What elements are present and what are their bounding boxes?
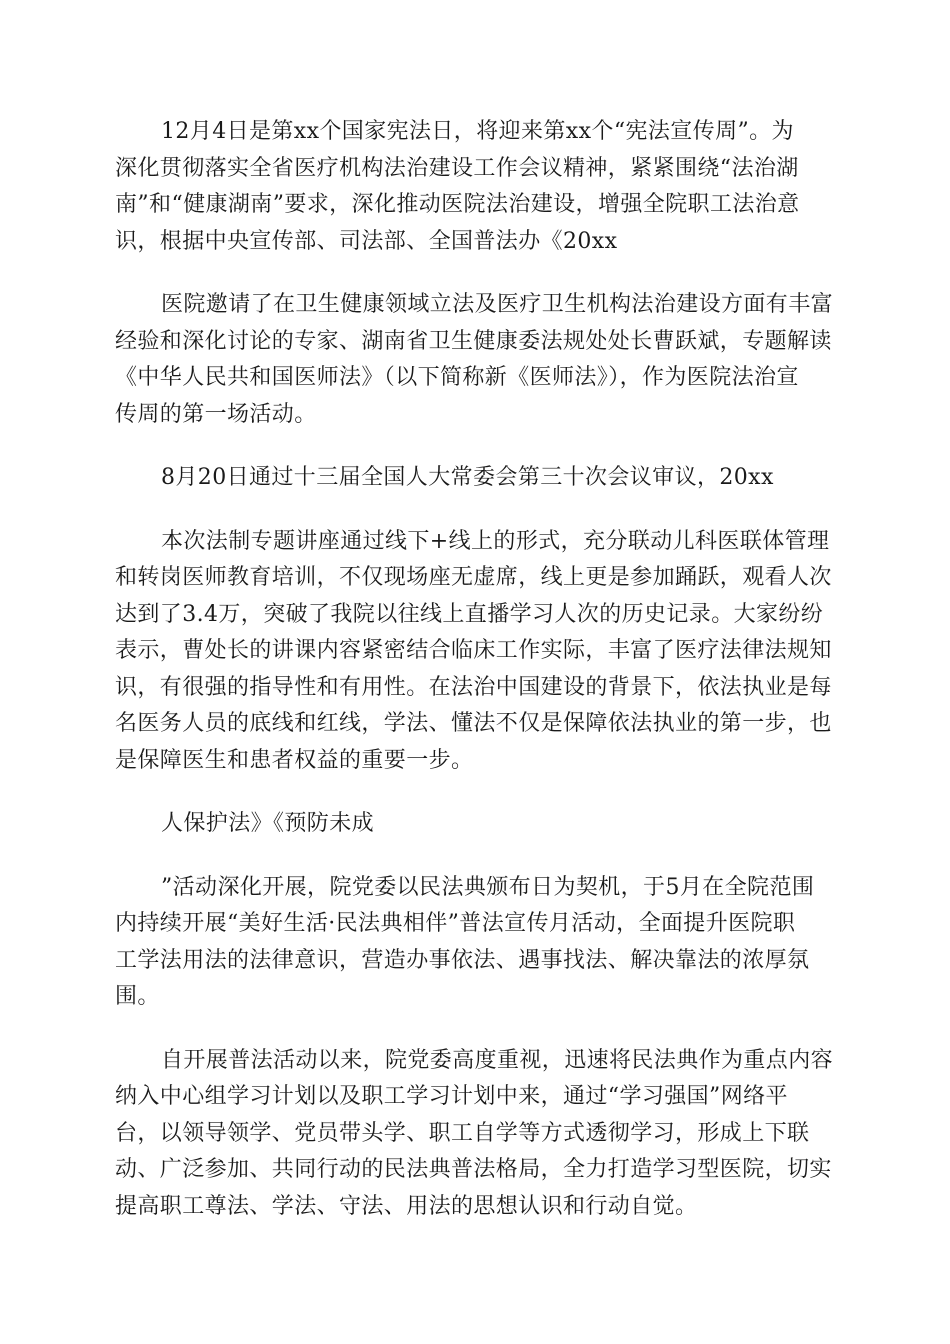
paragraph-line: 工学法用法的法律意识，营造办事依法、遇事找法、解决靠法的浓厚氛 — [115, 947, 810, 973]
paragraph-line: 是保障医生和患者权益的重要一步。 — [115, 747, 474, 773]
paragraph-line: 自开展普法活动以来，院党委高度重视，迅速将民法典作为重点内容 — [161, 1047, 834, 1073]
paragraph-line: 提高职工尊法、学法、守法、用法的思想认识和行动自觉。 — [115, 1193, 698, 1219]
paragraph-line: 围。 — [115, 984, 160, 1009]
document-body — [115, 114, 835, 1252]
paragraph-lecture-format — [115, 524, 835, 780]
paragraph-line: 深化贯彻落实全省医疗机构法治建设工作会议精神，紧紧围绕“法治湖 — [115, 155, 799, 181]
paragraph-line: ”活动深化开展，院党委以民法典颁布日为契机，于5月在全院范围 — [161, 874, 815, 900]
paragraph-line: 8月20日通过十三届全国人大常委会第三十次会议审议，20xx — [161, 465, 774, 490]
paragraph-protection-law — [115, 806, 835, 843]
paragraph-line: 纳入中心组学习计划以及职工学习计划中来，通过“学习强国”网络平 — [115, 1084, 788, 1109]
paragraph-line: 和转岗医师教育培训，不仅现场座无虚席，线上更是参加踊跃，观看人次 — [115, 565, 832, 590]
paragraph-line: 台，以领导领学、党员带头学、职工自学等方式透彻学习，形成上下联 — [115, 1120, 810, 1146]
paragraph-study-plan — [115, 1043, 835, 1226]
paragraph-line: 识，根据中央宣传部、司法部、全国普法办《20xx — [115, 228, 618, 254]
paragraph-line: 12月4日是第xx个国家宪法日，将迎来第xx个“宪法宣传周”。为 — [161, 119, 794, 144]
paragraph-line: 南”和“健康湖南”要求，深化推动医院法治建设，增强全院职工法治意 — [115, 192, 800, 217]
paragraph-line: 动、广泛参加、共同行动的民法典普法格局，全力打造学习型医院，切实 — [115, 1157, 832, 1182]
paragraph-expert-lecture — [115, 287, 835, 433]
paragraph-line: 内持续开展“美好生活·民法典相伴”普法宣传月活动，全面提升医院职 — [115, 911, 796, 936]
paragraph-line: 经验和深化讨论的专家、湖南省卫生健康委法规处处长曹跃斌，专题解读 — [115, 328, 832, 354]
paragraph-line: 表示，曹处长的讲课内容紧密结合临床工作实际，丰富了医疗法律法规知 — [115, 638, 832, 663]
paragraph-line: 达到了3.4万，突破了我院以往线上直播学习人次的历史记录。大家纷纷 — [115, 601, 824, 627]
paragraph-line: 医院邀请了在卫生健康领域立法及医疗卫生机构法治建设方面有丰富 — [161, 292, 834, 317]
paragraph-line: 识，有很强的指导性和有用性。在法治中国建设的背景下，依法执业是每 — [115, 674, 832, 700]
paragraph-line: 传周的第一场活动。 — [115, 401, 317, 427]
paragraph-line: 《中华人民共和国医师法》（以下简称新《医师法》），作为医院法治宣 — [115, 365, 799, 390]
paragraph-constitution-day — [115, 114, 835, 260]
paragraph-line: 名医务人员的底线和红线，学法、懂法不仅是保障依法执业的第一步，也 — [115, 711, 832, 736]
paragraph-law-passed — [115, 460, 835, 497]
paragraph-civil-code-month — [115, 870, 835, 1016]
paragraph-line: 人保护法》《预防未成 — [161, 811, 375, 836]
paragraph-line: 本次法制专题讲座通过线下+线上的形式，充分联动儿科医联体管理 — [161, 528, 830, 554]
